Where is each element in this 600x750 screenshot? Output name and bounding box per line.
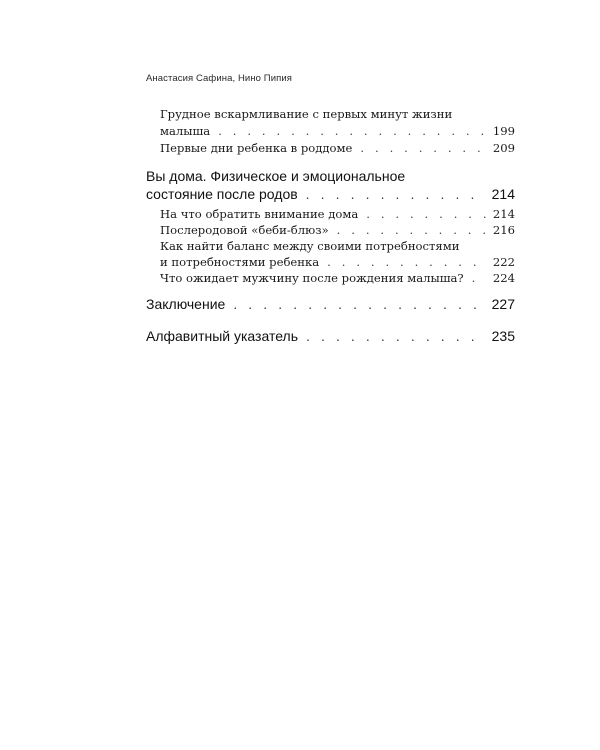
- toc-entry-label: На что обратить внимание дома: [160, 207, 359, 221]
- toc-entry-label: малыша: [160, 124, 211, 138]
- toc-entry-label: Алфавитный указатель: [146, 328, 298, 344]
- toc-entry-label: состояние после родов: [146, 186, 298, 202]
- toc-entry-baby-blues[interactable]: [160, 223, 515, 237]
- running-head-authors: Анастасия Сафина, Нино Пипия: [146, 73, 293, 84]
- toc-entry-label: Послеродовой «беби-блюз»: [160, 223, 329, 237]
- toc-entry-breastfeeding-line1: Грудное вскармливание с первых минут жизни: [160, 107, 453, 121]
- toc-chapter-at-home-line1: Вы дома. Физическое и эмоциональное: [146, 168, 406, 184]
- toc-entry-label: Первые дни ребенка в роддоме: [160, 141, 353, 155]
- toc-chapter-index[interactable]: [146, 328, 515, 344]
- toc-chapter-at-home[interactable]: [146, 186, 515, 202]
- toc-page-number: 214: [492, 207, 515, 221]
- toc-page-number: 224: [492, 271, 515, 285]
- toc-entry-father[interactable]: [160, 271, 515, 285]
- toc-page-number: 209: [492, 141, 515, 155]
- toc-entry-attention-at-home[interactable]: [160, 207, 515, 221]
- dot-leader: [337, 223, 487, 237]
- dot-leader: [366, 207, 487, 221]
- dot-leader: [218, 124, 487, 138]
- dot-leader: [327, 255, 487, 269]
- toc-entry-breastfeeding[interactable]: [160, 124, 515, 138]
- dot-leader: [306, 328, 486, 344]
- toc-entry-label: Заключение: [146, 296, 226, 312]
- toc-chapter-conclusion[interactable]: [146, 296, 515, 312]
- toc-page-number: 227: [491, 296, 515, 312]
- toc-page-number: 199: [492, 124, 515, 138]
- toc-page-number: 214: [491, 186, 515, 202]
- dot-leader: [360, 141, 486, 155]
- toc-entry-label: и потребностями ребенка: [160, 255, 320, 269]
- toc-entry-label: Что ожидает мужчину после рождения малыша?: [160, 271, 464, 285]
- toc-page-number: 222: [492, 255, 515, 269]
- dot-leader: [472, 271, 487, 285]
- toc-entry-first-days[interactable]: [160, 141, 515, 155]
- dot-leader: [306, 186, 486, 202]
- toc-entry-balance[interactable]: [160, 255, 515, 269]
- toc-entry-balance-line1: Как найти баланс между своими потребностями: [160, 239, 460, 253]
- toc-page-number: 216: [492, 223, 515, 237]
- dot-leader: [233, 296, 485, 312]
- toc-page-number: 235: [491, 328, 515, 344]
